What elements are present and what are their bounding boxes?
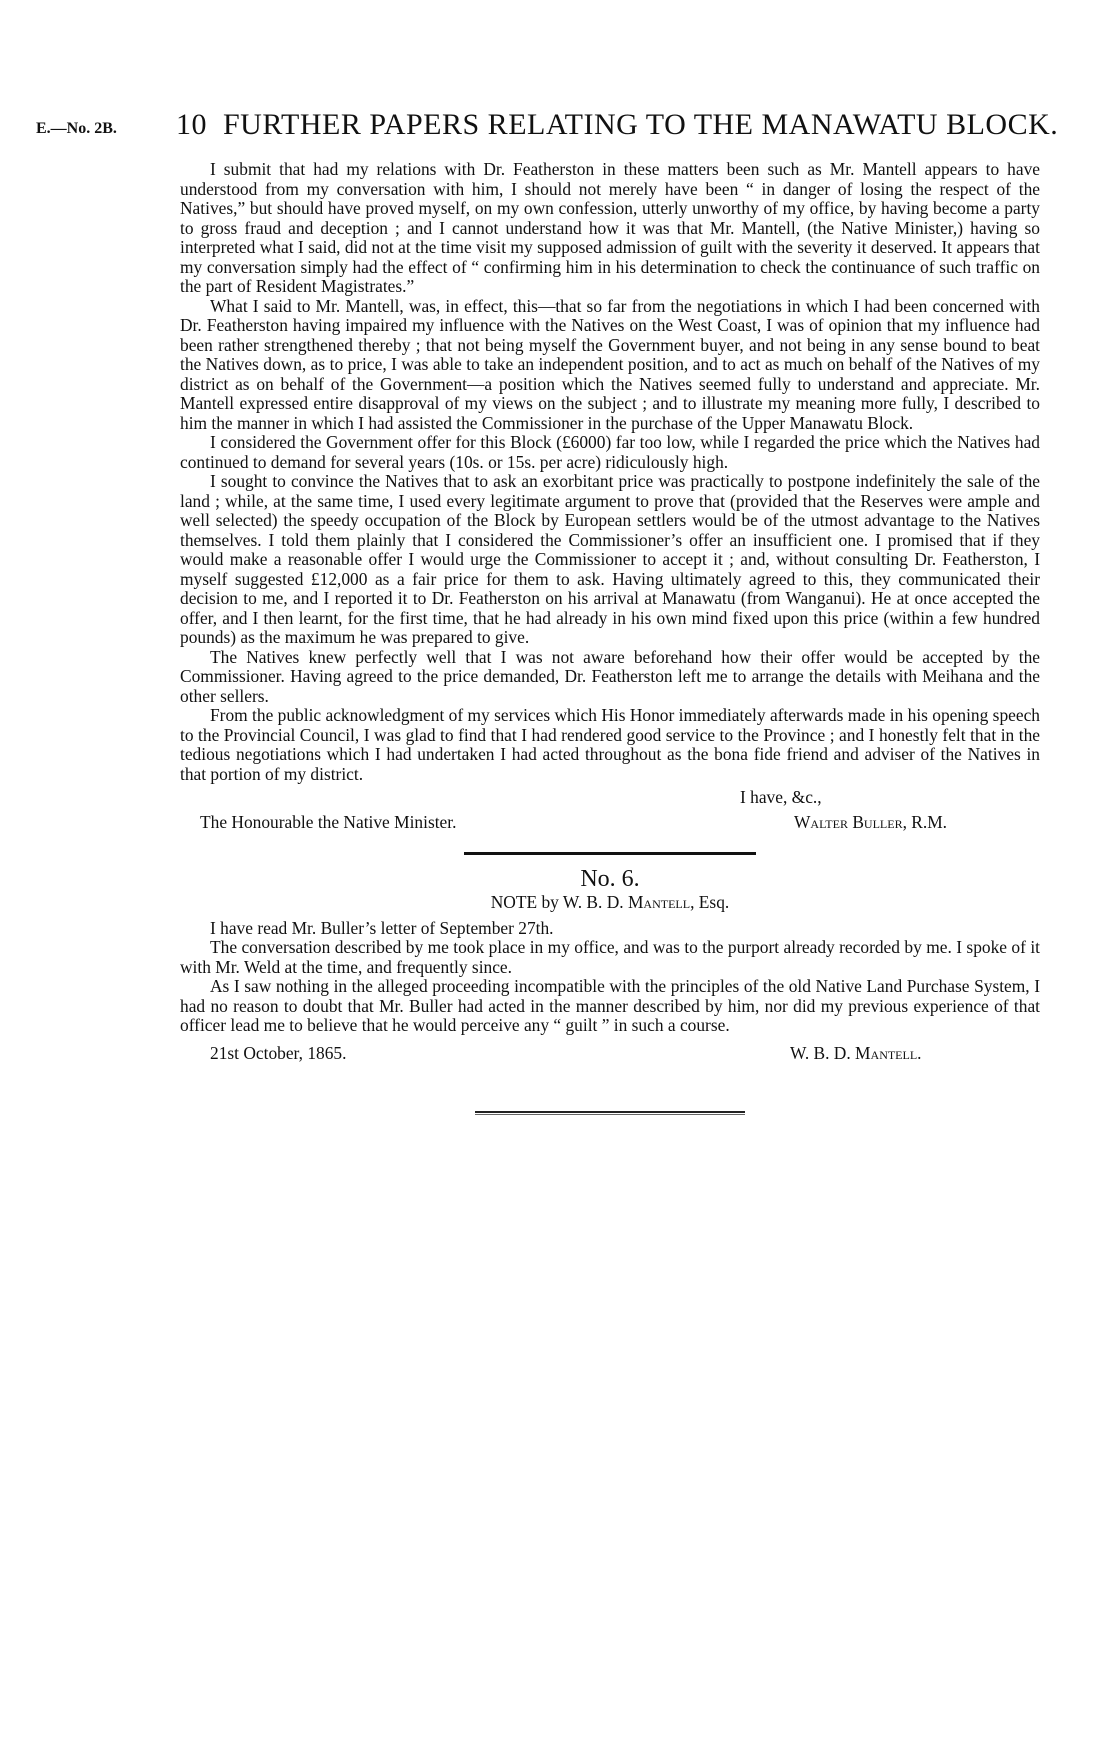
note-heading-suffix: Esq. [698, 892, 730, 912]
note-signature: W. B. D. Mantell. [790, 1042, 922, 1063]
note-heading-name: Mantell, [627, 892, 695, 912]
paragraph: I submit that had my relations with Dr. Featherston in these matters been such as Mr. Mantell appears to have understood from my conversation with him, I should not merely have been “ in danger of losing the respect of the Natives,” but should have proved myself, on my own confession, utterly unworthy of my office, by having become a party to gross fraud and deception ; and I cannot understand how it was that Mr. Mantell, (the Native Minister,) having so interpreted what I said, did not at the time visit my supposed admission of guilt with the severity it deserved. It appears that my conversation simply had the effect of “ confirming him in his determination to check the continuance of such traffic on the part of Resident Magistrates.” [180, 159, 1040, 296]
note-paragraph: As I saw nothing in the alleged proceeding incompatible with the principles of the old Native Land Purchase System, I had no reason to doubt that Mr. Buller had acted in the manner described by him, nor did my previous experience of that officer lead me to believe that he would perceive any “ guilt ” in such a course. [180, 976, 1040, 1035]
closing-salutation: I have, &c., [740, 787, 822, 807]
end-rule [475, 1111, 745, 1115]
note-date: 21st October, 1865. [210, 1042, 347, 1063]
note-heading-prefix: NOTE by W. B. D. [490, 892, 624, 912]
page-title [176, 108, 1058, 142]
section-divider [464, 852, 756, 855]
paragraph: What I said to Mr. Mantell, was, in effect, this—that so far from the negotiations in which I had been concerned with Dr. Featherston having impaired my influence with the Natives on the West Coast, I was of opinion that my influence had been rather strengthened thereby ; that not being myself the Government buyer, and not being in any sense bound to beat the Natives down, as to price, I was able to take an independent position, and to act as much on behalf of the Natives of my district as on behalf of the Government—a position which the Natives seemed fully to understand and appreciate. Mr. Mantell expressed entire disapproval of my views on the subject ; and to illustrate my meaning more fully, I described to him the manner in which I had assisted the Commissioner in the purchase of the Upper Manawatu Block. [180, 295, 1040, 433]
paragraph: I considered the Government offer for this Block (£6000) far too low, while I regarded the price which the Natives had continued to demand for several years (10s. or 15s. per acre) ridiculously high. [180, 432, 1040, 472]
paragraph: The Natives knew perfectly well that I was not aware beforehand how their offer would be accepted by the Commissioner. Having agreed to the price demanded, Dr. Featherston left me to arrange the details with Meihana and the other sellers. [180, 646, 1040, 706]
page-number: 10 [176, 108, 207, 141]
paragraph: I sought to convince the Natives that to ask an exorbitant price was practically to postpone indefinitely the sale of the land ; while, at the same time, I used every legitimate argument to prove that (provided that the Reserves were ample and well selected) the speedy occupation of the Block by European settlers would be of the utmost advantage to the Natives themselves. I told them plainly that I considered the Commissioner’s offer an insufficient one. I promised that if they would make a reasonable offer I would urge the Commissioner to accept it ; and, without consulting Dr. Featherston, I myself suggested £12,000 as a fair price for them to ask. Having ultimately agreed to this, they communicated their decision to me, and I reported it to Dr. Featherston on his arrival at Manawatu (from Wanganui). He at once accepted the offer, and I then learnt, for the first time, that he had already in his own mind fixed upon this price (within a few hundred pounds) as the maximum he was prepared to give. [180, 471, 1040, 647]
page-header [36, 108, 1076, 148]
note-paragraph: I have read Mr. Buller’s letter of September 27th. [210, 917, 554, 938]
closing-salutation-line [180, 788, 1040, 809]
document-reference: E.—No. 2B. [36, 120, 117, 137]
note-heading [180, 893, 1040, 913]
closing-signature-line [180, 813, 1040, 834]
document-number: No. 6. [580, 866, 640, 892]
main-text [180, 160, 1040, 1115]
addressee: The Honourable the Native Minister. [200, 812, 457, 832]
note-paragraph: The conversation described by me took place in my office, and was to the purport already recorded by me. I spoke of it with Mr. Weld at the time, and frequently since. [180, 937, 1040, 977]
page-title-text: FURTHER PAPERS RELATING TO THE MANAWATU BLOCK. [223, 108, 1059, 141]
note-closing-line [180, 1044, 1040, 1065]
letter-signature: Walter Buller, R.M. [794, 812, 948, 832]
paragraph: From the public acknowledgment of my services which His Honor immediately afterwards made in his opening speech to the Provincial Council, I was glad to find that I had rendered good service to the Province ; and I honestly felt that in the tedious negotiations which I had undertaken I had acted throughout as the bona fide friend and adviser of the Natives in that portion of my district. [180, 705, 1040, 784]
